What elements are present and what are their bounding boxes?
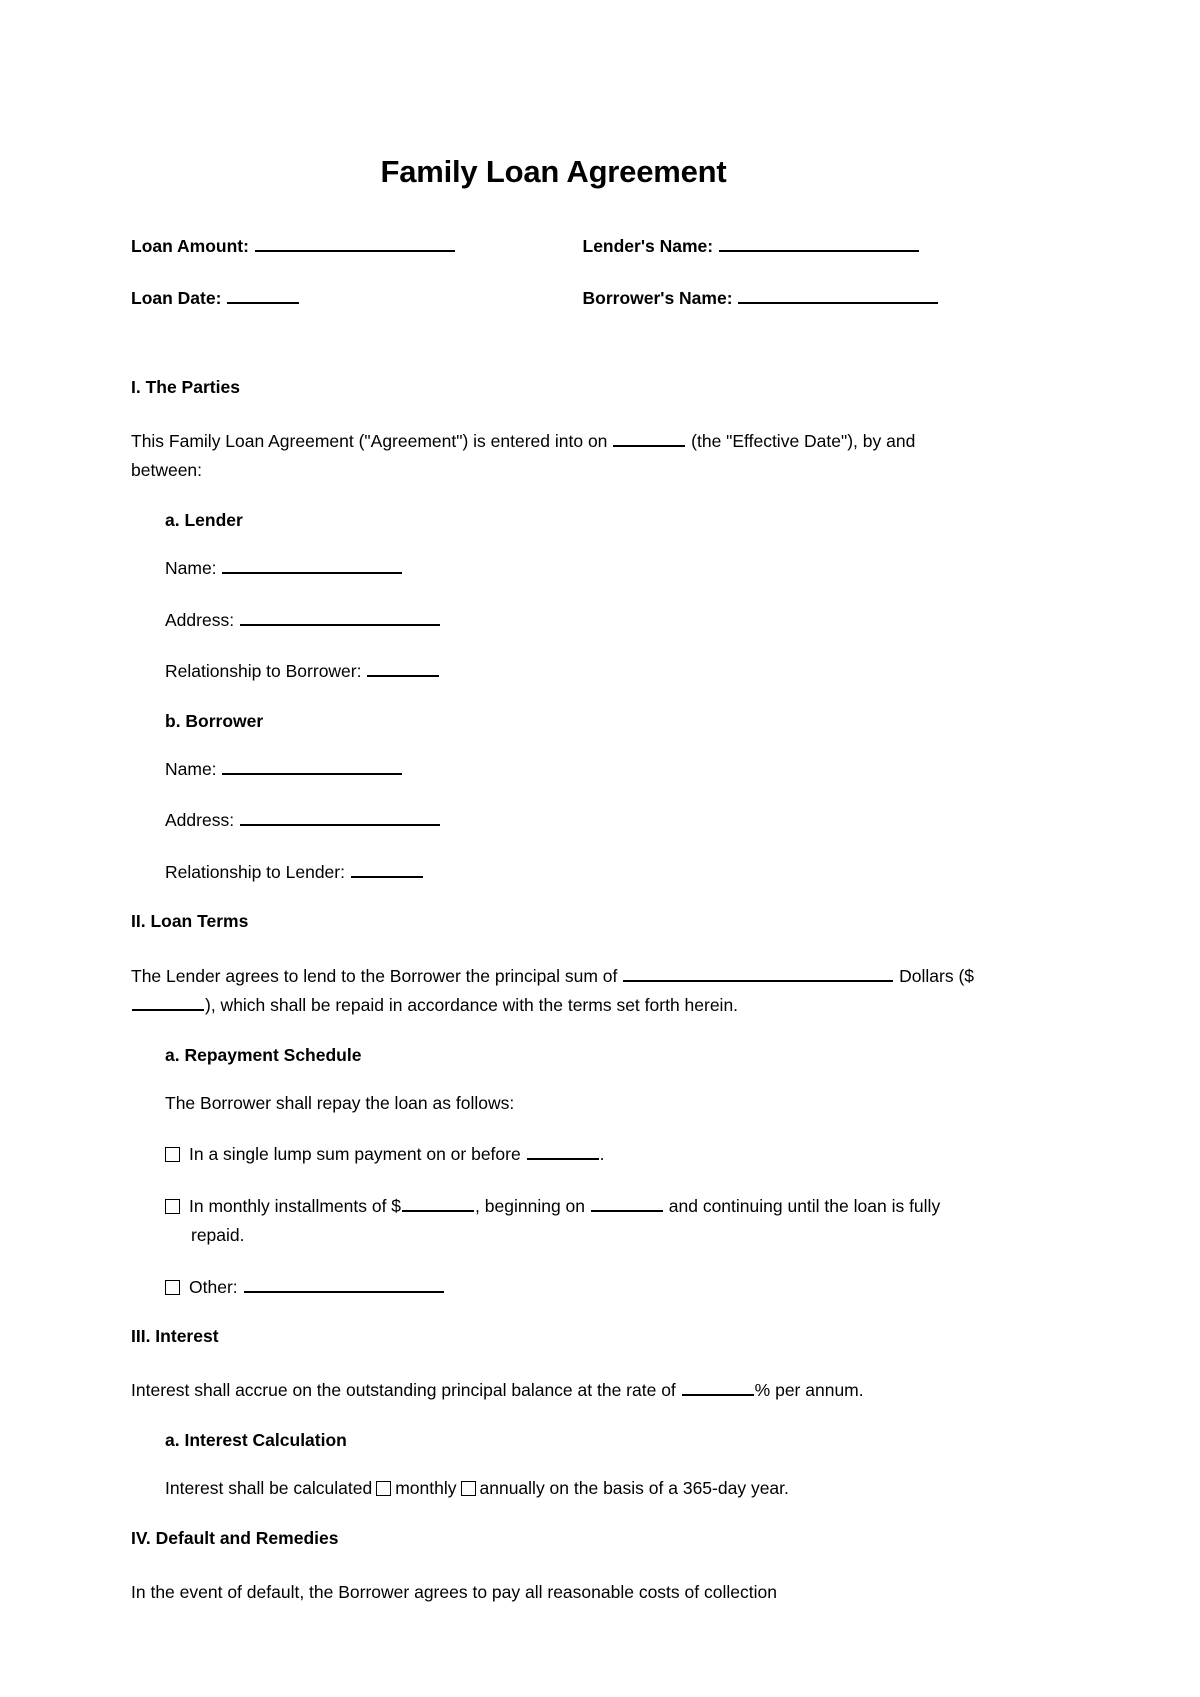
lender-name-detail-blank-line[interactable] [222, 562, 402, 575]
loan-amount-blank-line[interactable] [255, 239, 455, 252]
lender-name-field[interactable] [583, 233, 977, 259]
interest-accrual-text-after: % per annum. [754, 1380, 864, 1401]
repayment-option-monthly-text-before: In monthly installments of $ [189, 1195, 402, 1216]
interest-rate-blank-line[interactable] [682, 1384, 754, 1397]
section-heading-default-and-remedies: IV. Default and Remedies [131, 1527, 339, 1548]
header-fields-left-column [131, 233, 554, 338]
monthly-start-date-blank-line[interactable] [591, 1199, 663, 1212]
checkbox-interest-monthly[interactable] [376, 1481, 391, 1496]
checkbox-monthly-installments[interactable] [165, 1199, 180, 1214]
borrower-address-row[interactable] [165, 806, 976, 835]
repayment-option-lump-sum-text-before: In a single lump sum payment on or before [189, 1144, 521, 1165]
borrower-relationship-row[interactable] [165, 858, 976, 887]
monthly-installment-amount-blank-line[interactable] [402, 1199, 474, 1212]
default-intro-paragraph: In the event of default, the Borrower agrees to pay all reasonable costs of collection [131, 1582, 777, 1603]
effective-date-blank-line[interactable] [613, 434, 685, 447]
checkbox-lump-sum[interactable] [165, 1147, 180, 1162]
borrower-name-detail-blank-line[interactable] [222, 762, 402, 775]
interest-calculation-text-before: Interest shall be calculated [165, 1478, 373, 1499]
repayment-option-lump-sum-text-after: . [599, 1144, 605, 1165]
parties-intro-text-before: This Family Loan Agreement ("Agreement") is entered into on [131, 431, 608, 452]
lender-name-field-label: Name: [165, 558, 217, 579]
loan-terms-principal-paragraph [131, 962, 976, 1021]
lender-address-field-label: Address: [165, 609, 235, 630]
borrower-name-label: Borrower's Name: [582, 288, 733, 309]
principal-text-mid: Dollars ($ [899, 965, 975, 986]
interest-calculation-row[interactable] [165, 1474, 976, 1503]
repayment-option-other-label: Other: [189, 1276, 238, 1297]
loan-amount-label: Loan Amount: [131, 236, 249, 257]
repayment-option-monthly[interactable] [165, 1192, 976, 1251]
document-content [131, 0, 976, 1608]
principal-text-before: The Lender agrees to lend to the Borrower the principal sum of [131, 965, 618, 986]
header-fields-block [131, 233, 976, 338]
principal-amount-numeric-blank-line[interactable] [132, 998, 204, 1011]
borrower-name-field[interactable] [583, 285, 977, 311]
borrower-address-blank-line[interactable] [240, 814, 440, 827]
other-repayment-blank-line[interactable] [244, 1280, 444, 1293]
lender-relationship-row[interactable] [165, 657, 976, 686]
borrower-relationship-blank-line[interactable] [351, 865, 423, 878]
loan-amount-field[interactable] [131, 233, 554, 259]
lender-name-row[interactable] [165, 554, 976, 583]
loan-date-blank-line[interactable] [227, 292, 299, 305]
lender-relationship-blank-line[interactable] [367, 664, 439, 677]
subsection-heading-borrower: b. Borrower [165, 710, 264, 731]
principal-amount-words-blank-line[interactable] [623, 969, 893, 982]
loan-date-label: Loan Date: [131, 288, 222, 309]
lender-address-blank-line[interactable] [240, 613, 440, 626]
lender-name-label: Lender's Name: [582, 236, 714, 257]
borrower-name-field-label: Name: [165, 759, 217, 780]
repayment-intro-text: The Borrower shall repay the loan as follows: [165, 1093, 515, 1113]
interest-accrual-paragraph [131, 1376, 976, 1405]
checkbox-interest-annually[interactable] [461, 1481, 476, 1496]
principal-text-after: ), which shall be repaid in accordance with the terms set forth herein. [205, 995, 739, 1016]
page-title: Family Loan Agreement [380, 154, 727, 189]
parties-intro-text-after: (the "Effective Date"), by and between: [131, 431, 916, 481]
section-heading-loan-terms: II. Loan Terms [131, 911, 249, 932]
borrower-relationship-field-label: Relationship to Lender: [165, 861, 345, 882]
repayment-option-lump-sum[interactable] [165, 1140, 976, 1169]
interest-accrual-text-before: Interest shall accrue on the outstanding principal balance at the rate of [131, 1380, 676, 1401]
parties-intro-paragraph [131, 427, 976, 486]
repayment-option-other[interactable] [165, 1273, 976, 1302]
repayment-option-monthly-text-mid: , beginning on [475, 1195, 586, 1216]
lump-sum-date-blank-line[interactable] [527, 1148, 599, 1161]
subsection-heading-lender: a. Lender [165, 509, 243, 530]
interest-option-monthly-label: monthly [395, 1478, 457, 1499]
section-heading-parties: I. The Parties [131, 376, 240, 397]
borrower-name-row[interactable] [165, 755, 976, 784]
header-fields-right-column [554, 233, 977, 338]
subsection-heading-interest-calculation: a. Interest Calculation [165, 1429, 347, 1450]
repayment-option-monthly-text-after: and continuing until the loan is fully repaid. [191, 1195, 941, 1246]
borrower-address-field-label: Address: [165, 810, 235, 831]
interest-option-annually-label: annually on the basis of a 365-day year. [479, 1478, 789, 1499]
lender-name-blank-line[interactable] [719, 239, 919, 252]
checkbox-other[interactable] [165, 1280, 180, 1295]
section-heading-interest: III. Interest [131, 1325, 219, 1346]
borrower-name-blank-line[interactable] [738, 292, 938, 305]
loan-date-field[interactable] [131, 285, 554, 311]
subsection-heading-repayment-schedule: a. Repayment Schedule [165, 1044, 362, 1065]
lender-address-row[interactable] [165, 606, 976, 635]
lender-relationship-field-label: Relationship to Borrower: [165, 661, 362, 682]
